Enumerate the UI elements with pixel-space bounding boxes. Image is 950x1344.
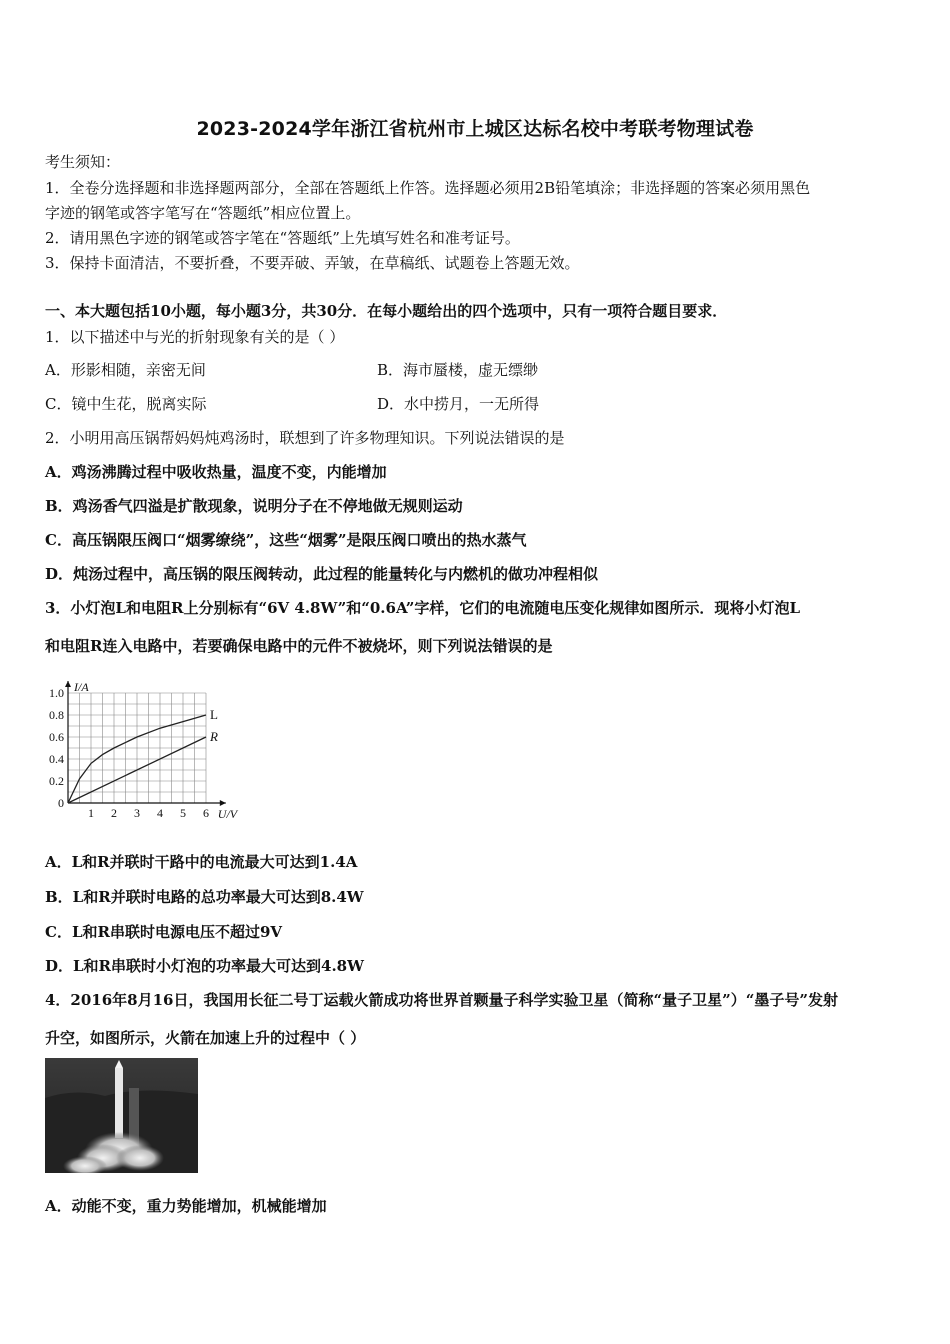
notice-item-3: 3．保持卡面清洁，不要折叠，不要弄破、弄皱，在草稿纸、试题卷上答题无效。 (45, 254, 580, 272)
q4-stem-line1: 4．2016年8月16日，我国用长征二号丁运载火箭成功将世界首颗量子科学实验卫星（简称“量子卫星”）“墨子号”发射 (45, 991, 839, 1009)
q3-option-a: A．L和R并联时干路中的电流最大可达到1.4A (45, 853, 358, 871)
q2-option-a: A．鸡汤沸腾过程中吸收热量，温度不变，内能增加 (45, 463, 387, 481)
x-tick-label: 3 (134, 806, 140, 820)
q1-option-c: C．镜中生花，脱离实际 (45, 395, 207, 413)
series-label-L: L (210, 707, 218, 722)
y-axis-arrow (65, 681, 71, 687)
x-axis-label: U/V (217, 807, 238, 821)
y-tick-label: 0.4 (49, 752, 64, 766)
q1-option-d: D．水中捞月，一无所得 (377, 395, 540, 413)
x-tick-label: 4 (157, 806, 163, 820)
rocket-launch-photo (45, 1058, 198, 1173)
page-title: 2023-2024学年浙江省杭州市上城区达标名校中考联考物理试卷 (196, 118, 754, 140)
q3-option-d: D．L和R串联时小灯泡的功率最大可达到4.8W (45, 957, 364, 975)
q3-option-c: C．L和R串联时电源电压不超过9V (45, 923, 283, 941)
y-tick-label: 0.6 (49, 730, 64, 744)
x-tick-label: 1 (88, 806, 94, 820)
iu-chart (40, 670, 260, 830)
series-label-R: R (210, 729, 218, 744)
q2-option-c: C．高压锅限压阀口“烟雾缭绕”，这些“烟雾”是限压阀口喷出的热水蒸气 (45, 531, 527, 549)
x-tick-label: 6 (203, 806, 209, 820)
q3-stem-line1: 3．小灯泡L和电阻R上分别标有“6V 4.8W”和“0.6A”字样，它们的电流随电压变化规律如图所示．现将小灯泡L (45, 599, 800, 617)
y-axis-label: I/A (74, 680, 89, 694)
q3-option-b: B．L和R并联时电路的总功率最大可达到8.4W (45, 888, 364, 906)
chart-grid (68, 693, 206, 803)
q4-stem-line2: 升空，如图所示，火箭在加速上升的过程中（ ） (45, 1029, 366, 1047)
y-tick-label: 0.2 (49, 774, 64, 788)
notice-item-1: 1．全卷分选择题和非选择题两部分，全部在答题纸上作答。选择题必须用2B铅笔填涂；非选择题的答案必须用黑色 (45, 179, 811, 197)
q1-option-b: B．海市蜃楼，虚无缥缈 (377, 361, 539, 379)
section-heading: 一、本大题包括10小题，每小题3分，共30分．在每小题给出的四个选项中，只有一项符合题目要求． (45, 302, 728, 320)
x-axis-arrow (220, 800, 226, 806)
q3-stem-line2: 和电阻R连入电路中，若要确保电路中的元件不被烧坏，则下列说法错误的是 (45, 637, 553, 655)
notice-heading: 考生须知： (45, 153, 121, 171)
q1-option-a: A．形影相随，亲密无间 (45, 361, 206, 379)
q2-option-d: D．炖汤过程中，高压锅的限压阀转动，此过程的能量转化与内燃机的做功冲程相似 (45, 565, 599, 583)
chart-axes (65, 681, 226, 806)
chart-series (68, 707, 218, 803)
notice-item-2: 2．请用黑色字迹的钢笔或答字笔在“答题纸”上先填写姓名和准考证号。 (45, 229, 520, 247)
q2-option-b: B．鸡汤香气四溢是扩散现象，说明分子在不停地做无规则运动 (45, 497, 463, 515)
x-tick-label: 5 (180, 806, 186, 820)
q4-option-a: A．动能不变，重力势能增加，机械能增加 (45, 1197, 327, 1215)
notice-item-1-cont: 字迹的钢笔或答字笔写在“答题纸”相应位置上。 (45, 204, 361, 222)
origin-label: 0 (58, 796, 64, 810)
y-tick-label: 0.8 (49, 708, 64, 722)
q1-stem: 1．以下描述中与光的折射现象有关的是（ ） (45, 328, 345, 346)
chart-labels (73, 680, 239, 821)
q2-stem: 2．小明用高压锅帮妈妈炖鸡汤时，联想到了许多物理知识。下列说法错误的是 (45, 429, 565, 447)
y-tick-label: 1.0 (49, 686, 64, 700)
x-tick-label: 2 (111, 806, 117, 820)
